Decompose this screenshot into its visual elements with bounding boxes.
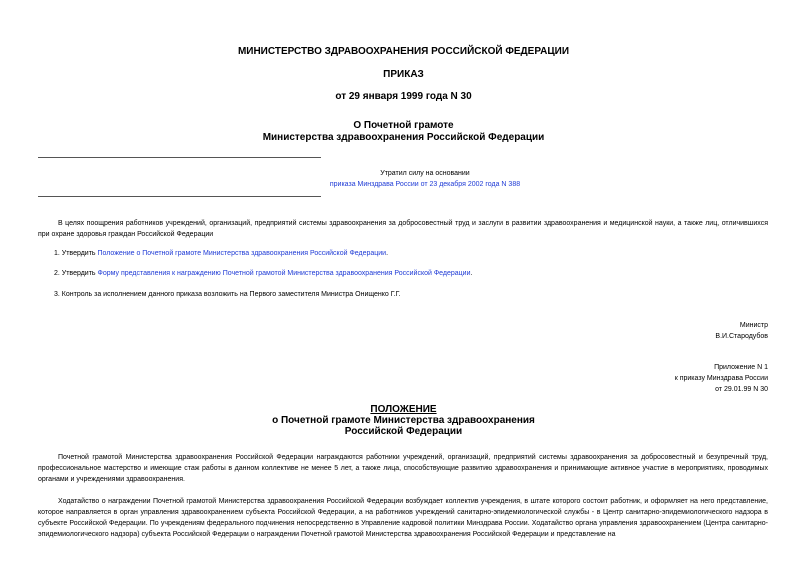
item-2-suffix: . — [470, 270, 473, 277]
regulation-paragraph-1: Почетной грамотой Министерства здравоохранения Российской Федерации награждаются работники учреждений, организаций, предприятий системы здравоохранения за добросовестный и безупречный труд, профессиональное мастерство и имеющие стаж работы в данном коллективе не менее 5 лет, а также лица, способствующие развитию здравоохранения и принимающие активное участие в мероприятиях, проводимых органами и учреждениями здравоохранения. — [38, 454, 768, 483]
preamble-paragraph: В целях поощрения работников учреждений, организаций, предприятий системы здравоохранения за добросовестный труд и заслуги в развитии здравоохранения и медицинской науки, а также лиц, отличившихся при охране здоровья граждан Российской Федерации — [38, 220, 768, 238]
ministry-heading: МИНИСТЕРСТВО ЗДРАВООХРАНЕНИЯ РОССИЙСКОЙ ФЕДЕРАЦИИ — [237, 46, 570, 57]
regulation-paragraph-2: Ходатайство о награждении Почетной грамотой Министерства здравоохранения Российской Федерации возбуждает коллектив учреждения, в штате которого состоит работник, и оформляет на него представление, которое направляется в орган управления здравоохранением субъекта Российской Федерации, а на работников учреждений санитарно-эпидемиологической службы - в Центр санитарно-эпидемиологического надзора в субъекте Российской Федерации. По учреждениям федерального подчинения непосредственно в Управление кадровой политики Минздрава России. Ходатайство органа управления здравоохранением (Центра санитарно-эпидемиологического надзора) субъекта Российской Федерации о награждении Почетной грамотой Министерства здравоохранения Российской Федерации и представление на — [38, 498, 768, 538]
regulation-title — [0, 404, 807, 415]
appendix-line-3: от 29.01.99 N 30 — [715, 386, 768, 393]
form-link[interactable]: Форму представления к награждению Почетной грамотой Министерства здравоохранения Российской Федерации — [97, 270, 471, 277]
order-item-2 — [54, 270, 768, 277]
divider-bottom — [38, 196, 321, 197]
regulation-link[interactable]: Положение о Почетной грамоте Министерства здравоохранения Российской Федерации — [97, 250, 387, 257]
appendix-line-1: Приложение N 1 — [714, 364, 768, 371]
item-1-prefix: 1. Утвердить — [54, 250, 98, 257]
subject-line-1: О Почетной грамоте — [353, 120, 454, 131]
regulation-subtitle-2: Российской Федерации — [344, 426, 463, 437]
divider-top — [38, 157, 321, 158]
order-item-1 — [54, 250, 768, 257]
regulation-title-text: ПОЛОЖЕНИЕ — [370, 404, 437, 415]
document-date-number: от 29 января 1999 года N 30 — [335, 91, 472, 102]
document-type: ПРИКАЗ — [383, 69, 424, 80]
status-note-text: Утратил силу на основании — [380, 170, 470, 177]
regulation-subtitle-1: о Почетной грамоте Министерства здравоохранения — [272, 415, 535, 426]
subject-line-2: Министерства здравоохранения Российской Федерации — [262, 132, 545, 143]
item-3-text: 3. Контроль за исполнением данного приказа возложить на Первого заместителя Министра Онищенко Г.Г. — [54, 291, 401, 298]
repeal-order-link[interactable]: приказа Минздрава России от 23 декабря 2002 года N 388 — [329, 181, 521, 188]
signature-name: В.И.Стародубов — [715, 333, 768, 340]
order-item-3 — [54, 291, 768, 298]
signature-title: Министр — [739, 322, 768, 329]
item-1-suffix: . — [386, 250, 389, 257]
item-2-prefix: 2. Утвердить — [54, 270, 98, 277]
appendix-line-2: к приказу Минздрава России — [674, 375, 768, 382]
